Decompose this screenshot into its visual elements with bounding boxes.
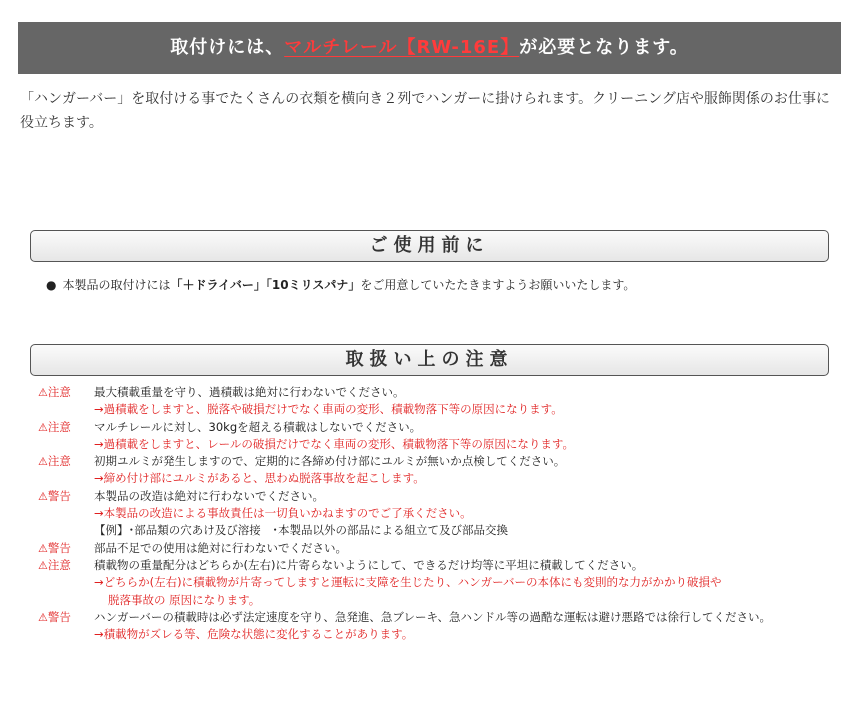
warning-triangle-icon: ⚠ [38, 610, 48, 624]
caution-text: マルチレールに対し、30kgを超える積載はしないでください。 [94, 419, 422, 434]
caution-list [38, 384, 853, 643]
caution-item [38, 488, 853, 505]
caution-item [38, 384, 853, 401]
intro-paragraph: 「ハンガーバー」を取付ける事でたくさんの衣類を横向き２列でハンガーに掛けられます。クリーニング店や服飾関係のお仕事に役立ちます。 [20, 91, 830, 131]
before-use-heading: ご使用前に [30, 230, 829, 262]
warning-triangle-icon: ⚠ [38, 386, 48, 399]
required-tools: 「＋ドライバー」「10ミリスパナ」 [170, 278, 361, 292]
warning-triangle-icon: ⚠ [38, 455, 48, 469]
caution-level: 注意 [47, 385, 71, 399]
caution-level: 注意 [47, 557, 71, 572]
banner-prefix: 取付けには、 [170, 37, 285, 58]
caution-item [38, 609, 853, 626]
requirement-banner [18, 22, 841, 74]
consequence-row [38, 592, 853, 609]
before-use-note [46, 276, 635, 293]
warning-triangle-icon: ⚠ [38, 541, 48, 555]
bullet-icon: ● [46, 278, 57, 292]
consequence-row [38, 401, 853, 418]
caution-tag [38, 384, 94, 401]
consequence-row [38, 505, 853, 522]
consequence-text: 脱落事故の 原因になります。 [108, 592, 261, 607]
warning-triangle-icon: ⚠ [38, 558, 48, 572]
caution-level: 注意 [47, 419, 71, 434]
caution-item [38, 453, 853, 470]
caution-text: ハンガーバーの積載時は必ず法定速度を守り、急発進、急ブレーキ、急ハンドル等の過酷な運転は避け悪路では徐行してください。 [94, 609, 771, 624]
caution-level: 注意 [47, 454, 71, 469]
caution-tag [38, 540, 94, 557]
caution-text: 初期ユルミが発生しますので、定期的に各締め付け部にユルミが無いか点検してください。 [94, 454, 566, 469]
consequence-text: →積載物がズレる等、危険な状態に変化することがあります。 [94, 627, 414, 642]
consequence-text: →過積載をしますと、レールの破損だけでなく車両の変形、積載物落下等の原因になります。 [94, 436, 574, 451]
consequence-row [38, 436, 853, 453]
handling-heading: 取扱い上の注意 [30, 344, 829, 376]
warning-triangle-icon: ⚠ [38, 420, 48, 434]
consequence-row [38, 470, 853, 487]
caution-item [38, 540, 853, 557]
caution-level: 警告 [47, 609, 71, 624]
consequence-text: →どちらか(左右)に積載物が片寄ってしますと運転に支障を生じたり、ハンガーバーの本体にも変則的な力がかかり破損や [94, 575, 722, 590]
caution-item [38, 557, 853, 574]
caution-level: 警告 [47, 540, 71, 555]
prep-text-post: をご用意していたたきますようお願いいたします。 [360, 278, 636, 292]
caution-text: 積載物の重量配分はどちらか(左右)に片寄らないようにして、できるだけ均等に平坦に積載してください。 [94, 557, 644, 572]
caution-text: 最大積載重量を守り、過積載は絶対に行わないでください。 [94, 385, 405, 399]
consequence-text: →締め付け部にユルミがあると、思わぬ脱落事故を起こします。 [94, 471, 425, 486]
banner-suffix: が必要となります。 [519, 37, 689, 58]
caution-tag [38, 419, 94, 436]
example-row [38, 522, 853, 539]
prep-text-pre: 本製品の取付けには [62, 278, 171, 292]
caution-text: 本製品の改造は絶対に行わないでください。 [94, 488, 324, 503]
warning-triangle-icon: ⚠ [38, 489, 48, 503]
caution-level: 警告 [47, 488, 71, 503]
caution-tag [38, 488, 94, 505]
caution-item [38, 419, 853, 436]
caution-tag [38, 453, 94, 470]
caution-tag [38, 609, 94, 626]
product-link[interactable]: マルチレール【RW-16E】 [284, 37, 520, 58]
consequence-text: →本製品の改造による事故責任は一切負いかねますのでご了承ください。 [94, 506, 472, 521]
consequence-text: →過積載をしますと、脱落や破損だけでなく車両の変形、積載物落下等の原因になります。 [94, 402, 563, 417]
consequence-row [38, 626, 853, 643]
caution-tag [38, 557, 94, 574]
consequence-row [38, 574, 853, 591]
caution-text: 部品不足での使用は絶対に行わないでください。 [94, 540, 347, 555]
example-text: 【例】･部品類の穴あけ及び溶接 ･本製品以外の部品による組立て及び部品交換 [94, 523, 508, 538]
